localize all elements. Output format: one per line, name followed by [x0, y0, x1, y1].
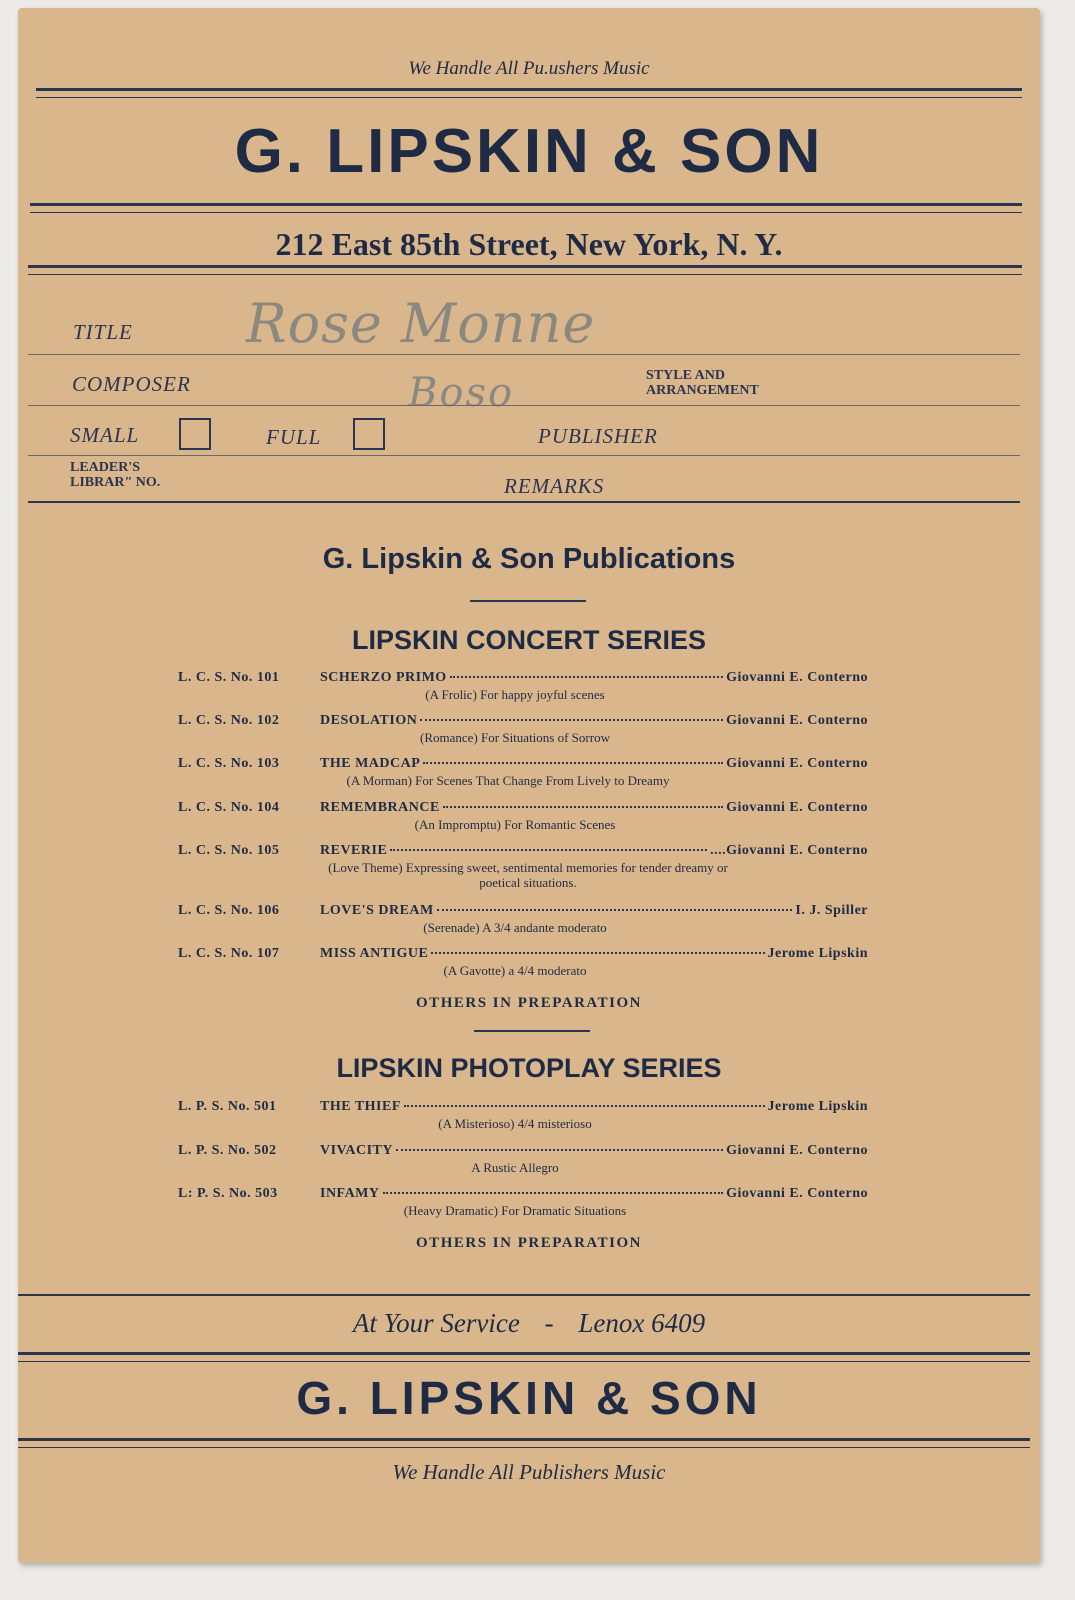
- entry-composer: I. J. Spiller: [795, 903, 868, 918]
- publisher-line: [28, 455, 1020, 456]
- photoplay-series-heading: LIPSKIN PHOTOPLAY SERIES: [336, 1053, 722, 1083]
- entry-subtitle: (Romance) For Situations of Sorrow: [420, 730, 610, 745]
- entry-composer: Giovanni E. Conterno: [726, 1186, 868, 1201]
- leaders-label-line1: LEADER'S: [70, 460, 141, 475]
- title-label: TITLE: [73, 320, 133, 344]
- entry-title: THE THIEF: [320, 1099, 401, 1114]
- footer-company-name: G. LIPSKIN & SON: [296, 1372, 762, 1424]
- entry-leader-dots: [396, 1149, 723, 1151]
- title-line: [28, 354, 1020, 355]
- entry-title: REVERIE: [320, 843, 388, 858]
- music-folder-cover: [18, 8, 1040, 1563]
- company-address: 212 East 85th Street, New York, N. Y.: [275, 226, 783, 262]
- entry-title: LOVE'S DREAM: [320, 903, 434, 918]
- concert-entry-104: [178, 800, 868, 832]
- entry-composer: Giovanni E. Conterno: [726, 713, 868, 728]
- entry-leader-dots: [423, 762, 723, 764]
- entry-leader-dots: [450, 676, 723, 678]
- title-handwriting: Rose Monne: [246, 292, 596, 355]
- entry-composer: Giovanni E. Conterno: [726, 1143, 868, 1158]
- entry-leader-dots: [431, 952, 764, 954]
- header-rule-middle: [30, 203, 1022, 213]
- service-phone: Lenox 6409: [578, 1308, 706, 1338]
- entry-composer: Giovanni E. Conterno: [726, 756, 868, 771]
- entry-leader-dots: [404, 1105, 765, 1107]
- publisher-label: PUBLISHER: [538, 424, 658, 448]
- entry-composer: Giovanni E. Conterno: [726, 800, 868, 815]
- full-checkbox[interactable]: [353, 418, 385, 450]
- composer-handwriting: Boso: [408, 370, 515, 416]
- composer-line: [28, 405, 1020, 406]
- entry-code: L. C. S. No. 105: [178, 843, 280, 858]
- small-label: SMALL: [70, 423, 140, 447]
- entry-leader-dots: [443, 806, 723, 808]
- leaders-label-line2: LIBRAR" NO.: [70, 475, 161, 490]
- concert-entry-106: [178, 903, 868, 935]
- entry-leader-dots: [383, 1192, 724, 1194]
- entry-title: SCHERZO PRIMO: [320, 670, 447, 685]
- header-rule-top: [36, 88, 1022, 98]
- photoplay-others-in-preparation: OTHERS IN PREPARATION: [416, 1235, 642, 1251]
- tagline-top: We Handle All Pu.ushers Music: [408, 58, 650, 79]
- footer-rule-middle: [18, 1352, 1030, 1362]
- entry-subtitle: (Serenade) A 3/4 andante moderato: [423, 920, 607, 935]
- entry-code: L. C. S. No. 102: [178, 713, 280, 728]
- service-text: At Your Service: [352, 1308, 520, 1338]
- entry-composer: Jerome Lipskin: [767, 1099, 868, 1114]
- photoplay-entry-503: [178, 1186, 868, 1218]
- entry-code: L. C. S. No. 103: [178, 756, 280, 771]
- entry-code: L. C. S. No. 101: [178, 670, 280, 685]
- entry-subtitle: (A Misterioso) 4/4 misterioso: [438, 1116, 592, 1131]
- entry-leader-dots: [437, 909, 793, 911]
- entry-subtitle: (Heavy Dramatic) For Dramatic Situations: [403, 1203, 627, 1218]
- photoplay-entry-502: [178, 1143, 868, 1175]
- header-rule-bottom: [28, 265, 1022, 275]
- tagline-bottom: We Handle All Publishers Music: [392, 1460, 666, 1484]
- concert-entry-105: [178, 843, 868, 890]
- remarks-label: REMARKS: [504, 474, 605, 498]
- entry-subtitle: (Love Theme) Expressing sweet, sentimental memories for tender dreamy or poetical situations.: [328, 860, 728, 890]
- entry-subtitle: (An Impromptu) For Romantic Scenes: [414, 817, 616, 832]
- entry-composer: ....Giovanni E. Conterno: [710, 843, 868, 858]
- entry-subtitle: A Rustic Allegro: [471, 1160, 559, 1175]
- entry-code: L. C. S. No. 104: [178, 800, 280, 815]
- entry-title: DESOLATION: [320, 713, 418, 728]
- entry-leader-dots: [390, 849, 707, 851]
- entry-code: L. C. S. No. 106: [178, 903, 280, 918]
- composer-label: COMPOSER: [72, 372, 191, 396]
- service-line: [18, 1308, 1040, 1339]
- photoplay-entry-501: [178, 1099, 868, 1131]
- small-checkbox[interactable]: [179, 418, 211, 450]
- entry-title: INFAMY: [320, 1186, 380, 1201]
- entry-code: L. P. S. No. 501: [178, 1099, 277, 1114]
- entry-title: THE MADCAP: [320, 756, 421, 771]
- entry-title: VIVACITY: [320, 1143, 393, 1158]
- concert-entry-103: [178, 756, 868, 788]
- entry-composer: Jerome Lipskin: [767, 946, 868, 961]
- entry-subtitle: (A Gavotte) a 4/4 moderato: [443, 963, 587, 978]
- entry-title: MISS ANTIGUE: [320, 946, 429, 961]
- concert-series-heading: LIPSKIN CONCERT SERIES: [351, 625, 707, 655]
- entry-code: L: P. S. No. 503: [178, 1186, 278, 1201]
- full-label: FULL: [266, 425, 322, 449]
- entry-subtitle: (A Morman) For Scenes That Change From Lively to Dreamy: [346, 773, 670, 788]
- form-bottom-rule: [28, 501, 1020, 503]
- footer-rule-top: [18, 1294, 1030, 1296]
- entry-composer: Giovanni E. Conterno: [726, 670, 868, 685]
- entry-code: L. P. S. No. 502: [178, 1143, 277, 1158]
- concert-entry-107: [178, 946, 868, 978]
- publications-divider: [470, 600, 586, 602]
- publications-heading: G. Lipskin & Son Publications: [322, 543, 736, 575]
- entry-subtitle: (A Frolic) For happy joyful scenes: [425, 687, 605, 702]
- concert-entry-102: [178, 713, 868, 745]
- service-separator: -: [544, 1308, 554, 1338]
- series-divider: [474, 1030, 590, 1032]
- style-arrangement-label: STYLE AND ARRANGEMENT: [646, 368, 759, 398]
- entry-leader-dots: [420, 719, 723, 721]
- footer-rule-bottom: [18, 1438, 1030, 1448]
- concert-entry-101: [178, 670, 868, 702]
- entry-title: REMEMBRANCE: [320, 800, 440, 815]
- company-name: G. LIPSKIN & SON: [234, 117, 824, 186]
- concert-others-in-preparation: OTHERS IN PREPARATION: [416, 995, 642, 1011]
- entry-code: L. C. S. No. 107: [178, 946, 280, 961]
